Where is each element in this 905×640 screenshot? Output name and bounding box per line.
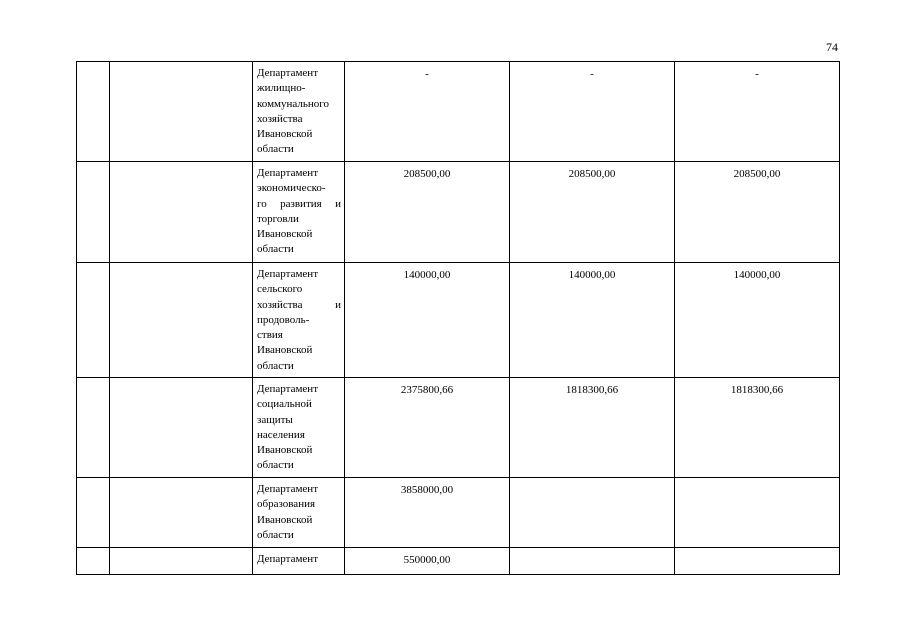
department-line-justified: [257, 298, 341, 313]
department-line-justified: [257, 197, 341, 212]
budget-table: [76, 61, 840, 575]
department-cell: [253, 62, 345, 162]
value-cell: 140000,00: [510, 263, 675, 378]
department-line: области: [257, 528, 294, 541]
department-line: Ивановской: [257, 444, 313, 457]
value-cell: 550000,00: [345, 548, 510, 575]
table-row: [77, 548, 840, 575]
program-cell: [110, 378, 253, 478]
department-line: торговли: [257, 212, 299, 225]
department-cell: [253, 263, 345, 378]
program-cell: [110, 62, 253, 162]
number-cell: [77, 162, 110, 263]
table-body: [77, 62, 840, 575]
department-line: области: [257, 359, 294, 372]
value-cell: 1818300,66: [675, 378, 840, 478]
department-line: Ивановской: [257, 228, 313, 241]
department-line: коммунального: [257, 97, 329, 110]
number-cell: [77, 378, 110, 478]
value-cell: [510, 478, 675, 548]
department-cell: [253, 478, 345, 548]
value-cell: [675, 478, 840, 548]
value-cell: 208500,00: [510, 162, 675, 263]
department-line: защиты: [257, 413, 293, 426]
value-cell: [510, 548, 675, 575]
department-line: ствия: [257, 329, 283, 342]
department-line: экономическо-: [257, 182, 326, 195]
number-cell: [77, 548, 110, 575]
department-line: Департамент: [257, 553, 319, 565]
number-cell: [77, 263, 110, 378]
program-cell: [110, 263, 253, 378]
table-row: [77, 378, 840, 478]
value-cell: -: [675, 62, 840, 162]
department-line: области: [257, 243, 294, 256]
table-row: [77, 62, 840, 162]
table-row: [77, 478, 840, 548]
department-line: области: [257, 459, 294, 472]
value-cell: 1818300,66: [510, 378, 675, 478]
department-line: жилищно-: [257, 82, 306, 95]
department-word: и: [335, 298, 341, 311]
department-line: Ивановской: [257, 344, 313, 357]
department-word: и: [335, 197, 341, 210]
number-cell: [77, 62, 110, 162]
value-cell: -: [345, 62, 510, 162]
department-line: Ивановской: [257, 513, 313, 526]
program-cell: [110, 478, 253, 548]
table-row: [77, 263, 840, 378]
department-line: Департамент: [257, 383, 319, 395]
value-cell: 140000,00: [345, 263, 510, 378]
number-cell: [77, 478, 110, 548]
department-line: продоволь-: [257, 313, 310, 326]
program-cell: [110, 548, 253, 575]
department-cell: [253, 548, 345, 575]
department-line: Департамент: [257, 483, 319, 495]
value-cell: 2375800,66: [345, 378, 510, 478]
department-line: сельского: [257, 283, 303, 296]
department-line: населения: [257, 428, 305, 441]
program-cell: [110, 162, 253, 263]
table-row: [77, 162, 840, 263]
department-line: области: [257, 143, 294, 156]
department-line: Ивановской: [257, 128, 313, 141]
department-line: Департамент: [257, 167, 319, 179]
department-line: образования: [257, 498, 316, 511]
page-number: 74: [826, 40, 838, 54]
value-cell: 208500,00: [675, 162, 840, 263]
value-cell: 3858000,00: [345, 478, 510, 548]
department-line: хозяйства: [257, 112, 303, 125]
department-cell: [253, 162, 345, 263]
department-cell: [253, 378, 345, 478]
department-word: го: [257, 197, 267, 210]
department-word: хозяйства: [257, 298, 303, 311]
department-line: Департамент: [257, 268, 319, 280]
value-cell: 140000,00: [675, 263, 840, 378]
value-cell: [675, 548, 840, 575]
department-line: социальной: [257, 398, 312, 411]
value-cell: -: [510, 62, 675, 162]
department-word: развития: [280, 197, 322, 210]
department-line: Департамент: [257, 67, 319, 79]
value-cell: 208500,00: [345, 162, 510, 263]
